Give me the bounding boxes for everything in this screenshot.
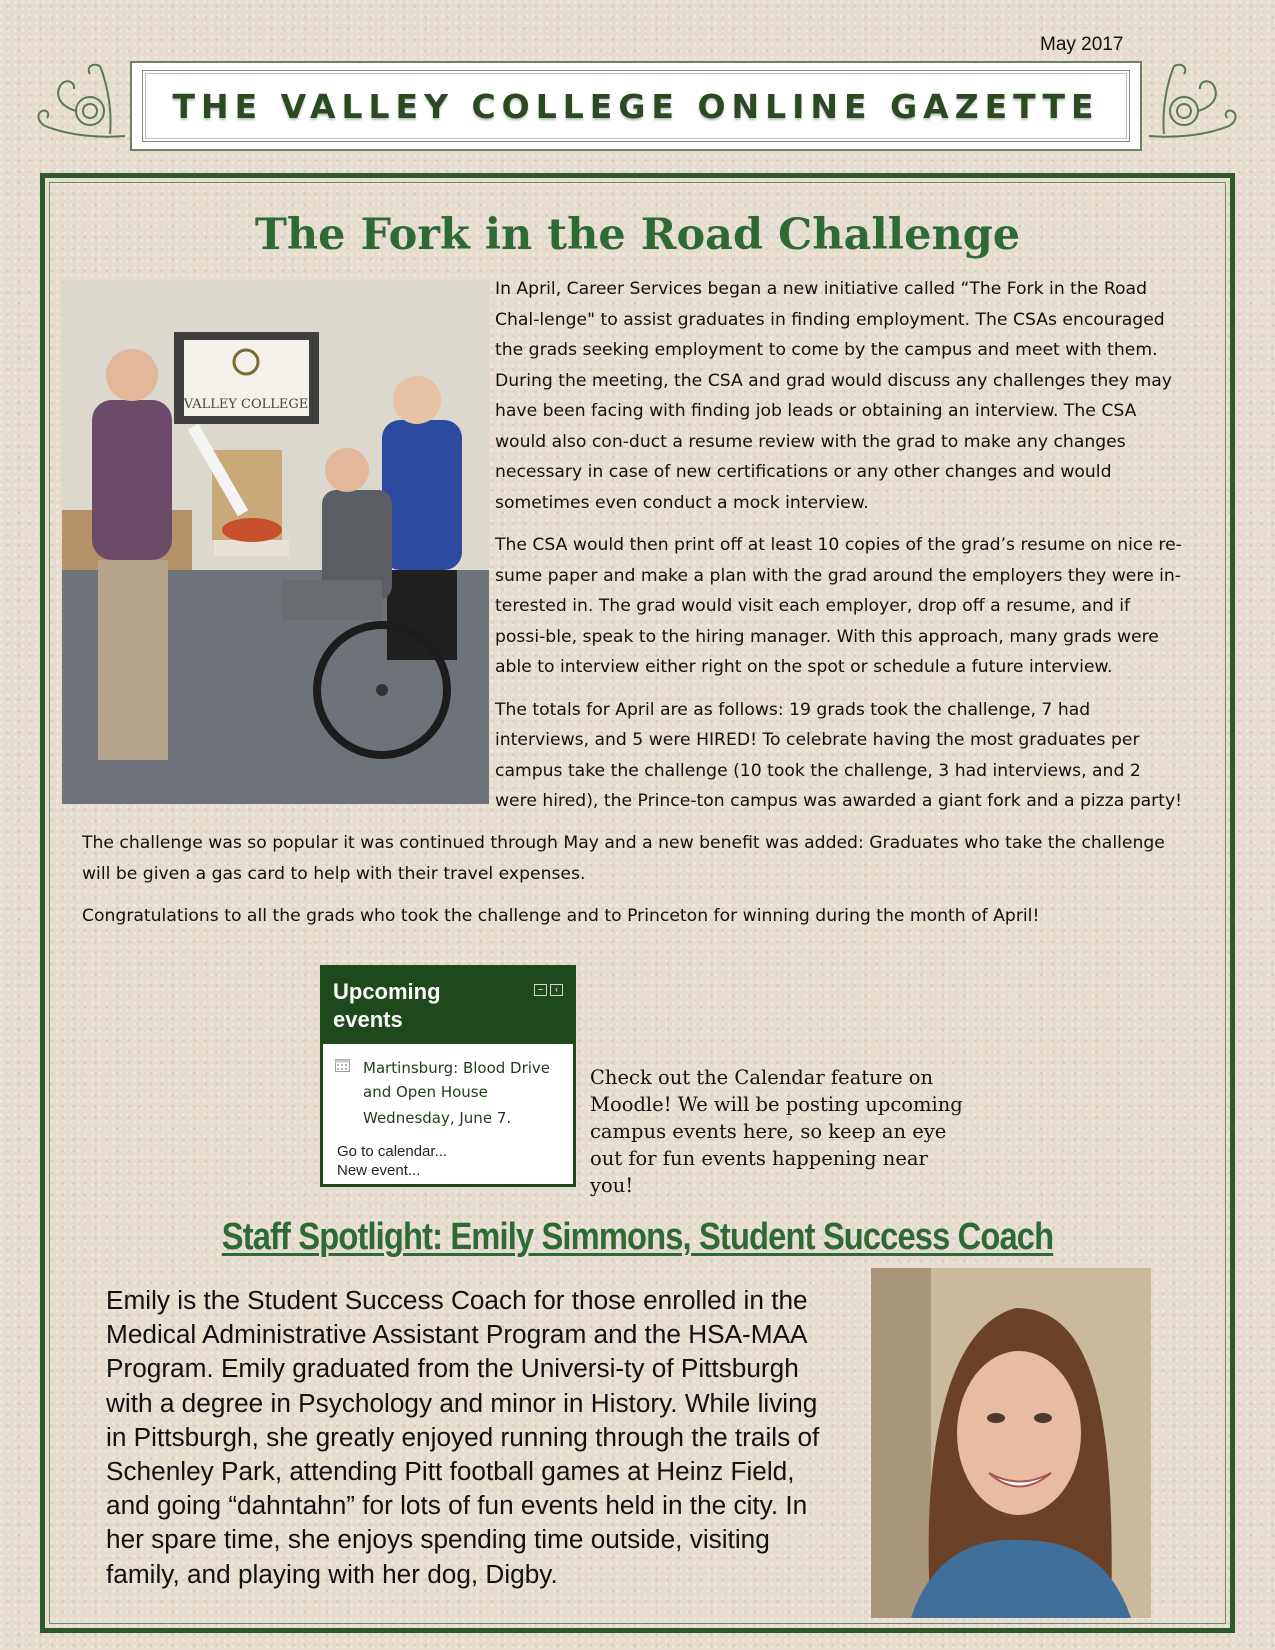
flourish-ornament-icon [30, 56, 130, 156]
event-date: Wednesday, June 7. [363, 1109, 512, 1127]
collapse-icon[interactable]: – [534, 984, 547, 996]
emily-portrait-photo [871, 1268, 1151, 1618]
gazette-title: THE VALLEY COLLEGE ONLINE GAZETTE [172, 86, 1100, 126]
fork-challenge-photo [62, 280, 489, 804]
calendar-note: Check out the Calendar feature on Moodle! We will be posting upcoming campus events here, so keep an eye out for fun events happening near you! [590, 1066, 963, 1197]
upcoming-events-widget [320, 965, 576, 1187]
article-paragraph: The CSA would then print off at least 10 copies of the grad’s resume on nice re-sume paper and make a plan with the grad around the employers they were in-terested in. The grad would visit each employer, drop off a resume, and if possi-ble, speak to the hiring manager. With this approach, many grads were able to interview either right on the spot or schedule a future interview. [495, 535, 1182, 677]
dock-icon[interactable]: ‹ [550, 984, 563, 996]
events-widget-title: Upcoming events [333, 979, 441, 1032]
new-event-link[interactable]: New event... [337, 1162, 421, 1179]
article-paragraph: The totals for April are as follows: 19 grads took the challenge, 7 had interviews, and 5 were HIRED! To celebrate having the most graduates per campus take the challenge (10 took the challenge, 3 had interviews, and 2 were hired), the Prince-ton campus was awarded a giant fork and a pizza party! [495, 699, 1183, 811]
spotlight-title: Staff Spotlight: Emily Simmons, Student Success Coach [221, 1216, 1054, 1258]
event-link[interactable]: Martinsburg: Blood Drive and Open House [363, 1059, 551, 1101]
masthead [130, 61, 1142, 151]
spotlight-body: Emily is the Student Success Coach for those enrolled in the Medical Administrative Assistant Program and the HSA-MAA Program. Emily graduated from the Universi-ty of Pittsburgh with a degree in Psychology and minor in History. While living in Pittsburgh, she greatly enjoyed running through the trails of Schenley Park, attending Pitt football games at Heinz Field, and going “dahntahn” for lots of fun events held in the city. In her spare time, she enjoys spending time outside, visiting family, and playing with her dog, Digby. [106, 1285, 820, 1589]
article-paragraph: In April, Career Services began a new initiative called “The Fork in the Road Chal-lenge" to assist graduates in finding employment. The CSAs encouraged the grads seeking employment to come by the campus and meet with them. During the meeting, the CSA and grad would discuss any challenges they may have been facing with finding job leads or obtaining an interview. The CSA would also con-duct a resume review with the grad to make any changes necessary in case of new certifications or any other changes and would sometimes even conduct a mock interview. [495, 279, 1172, 513]
issue-date: May 2017 [1040, 34, 1124, 55]
go-to-calendar-link[interactable]: Go to calendar... [337, 1143, 448, 1160]
article-body [495, 274, 1185, 829]
article-title: The Fork in the Road Challenge [254, 210, 1021, 260]
flourish-ornament-icon [1144, 56, 1244, 156]
calendar-icon [335, 1058, 350, 1072]
article-body-continued [82, 828, 1192, 944]
valley-college-sign: VALLEY COLLEGE [183, 397, 309, 412]
article-paragraph: Congratulations to all the grads who took the challenge and to Princeton for winning during the month of April! [82, 906, 1040, 926]
events-widget-header [323, 968, 573, 1044]
article-paragraph: The challenge was so popular it was continued through May and a new benefit was added: Graduates who take the challenge will be given a gas card to help with their travel expenses. [82, 833, 1165, 884]
